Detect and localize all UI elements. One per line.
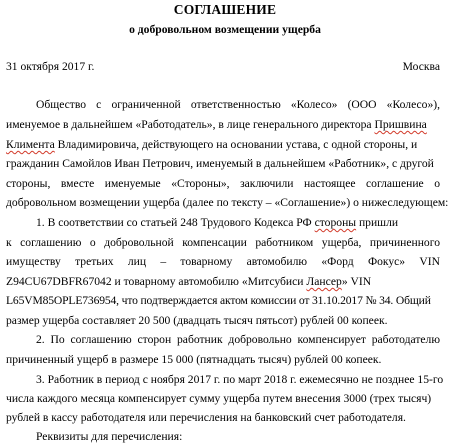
requisites-label: Реквизиты для перечисления: <box>36 430 183 443</box>
misspelled-word: стороны <box>314 216 357 229</box>
intro-line-6: добровольном возмещении ущерба (далее по тексту – «Соглашение») о нижеследующем: <box>6 196 449 209</box>
clause-3-line-1: 3. Работник в период с ноября 2017 г. по март 2018 г. ежемесячно не позднее 15-го <box>36 373 444 386</box>
clause-1-line-5: L65VM85OPLE736954, что подтверждается актом комиссии от 31.10.2017 № 34. Общий <box>6 294 431 307</box>
intro-line-1: Общество с ограниченной ответственностью «Колесо» (ООО «Колесо»), <box>36 98 440 111</box>
clause-1-line-4-text: Z94CU67DBFR67042 и товарному автомобилю «Митсубиси <box>6 275 307 288</box>
clause-1-line-2: к соглашению о добровольной компенсации работником ущерба, причиненного <box>6 236 440 249</box>
document-city: Москва <box>402 60 440 73</box>
clause-1-line-4 <box>6 275 371 288</box>
clause-1-line-3: имуществу третьих лиц – товарному автомобилю «Форд Фокус» VIN <box>6 255 440 268</box>
clause-2-line-2: причиненный ущерб в размере 15 000 (пятнадцать тысяч) рублей 00 копеек. <box>6 353 382 366</box>
clause-3-line-2: числа каждого месяца компенсирует сумму ущерба путем внесения 3000 (трех тысяч) <box>6 392 432 405</box>
intro-line-3 <box>6 138 417 151</box>
clause-2-line-1: 2. По соглашению сторон работник добровольно компенсирует работодателю <box>36 333 440 346</box>
document-subtitle: о добровольном возмещении ущерба <box>129 23 321 36</box>
document-title: СОГЛАШЕНИЕ <box>173 2 277 17</box>
intro-line-2-text: именуемое в дальнейшем «Работодатель», в лице генерального директора <box>6 118 375 131</box>
clause-1-text: 1. В соответствии со статьей 248 Трудового Кодекса РФ <box>36 216 315 229</box>
clause-1-text-end: пришли <box>356 216 399 229</box>
misspelled-word: Пришвина <box>374 118 427 131</box>
intro-line-5: стороны, вместе именуемые «Стороны», заключили настоящее соглашение о <box>6 177 440 190</box>
misspelled-word: Климента <box>6 138 55 151</box>
document-date: 31 октября 2017 г. <box>6 60 95 73</box>
clause-1-line-4-end: » VIN <box>341 275 372 288</box>
clause-3-line-3: рублей в кассу работодателя или перечисления на банковский счет работодателя. <box>6 411 406 424</box>
intro-line-4: гражданин Самойлов Иван Петрович, именуемый в дальнейшем «Работник», с другой <box>6 157 434 170</box>
clause-1-line-6: размер ущерба составляет 20 500 (двадцать тысяч пятьсот) рублей 00 копеек. <box>6 314 388 327</box>
misspelled-word: Лансер <box>306 275 342 288</box>
intro-line-3-text: Владимировича, действующего на основании устава, с одной стороны, и <box>54 138 418 151</box>
clause-1-line-1 <box>36 216 398 229</box>
intro-line-2 <box>6 118 427 131</box>
